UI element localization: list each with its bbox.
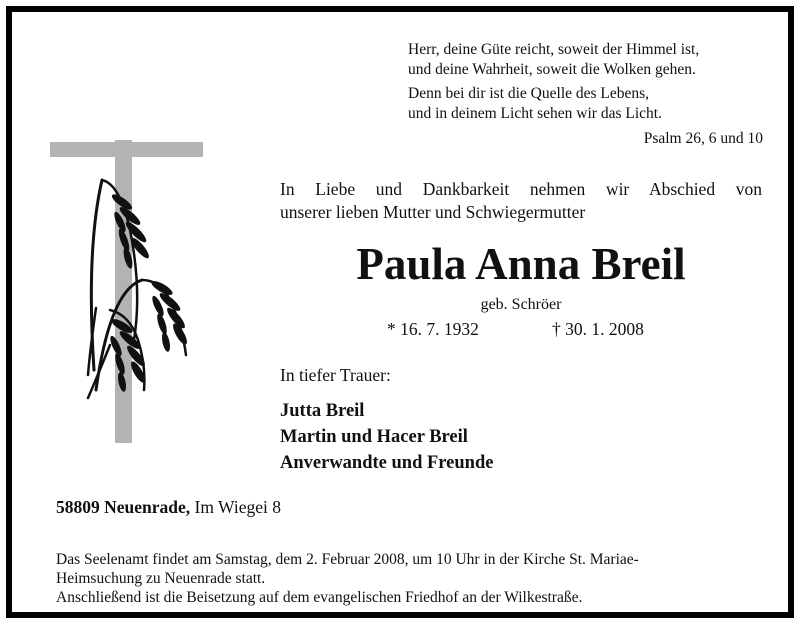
address-street: Im Wiegei 8 [194,497,281,517]
mourner-name: Jutta Breil [280,401,365,421]
mourner-name: Anverwandte und Freunde [280,453,494,473]
verse-line: und deine Wahrheit, soweit die Wolken gehen. [408,61,696,78]
mourning-label: In tiefer Trauer: [280,365,391,385]
wheat-icon [88,180,189,398]
birth-date: * 16. 7. 1932 [387,319,479,339]
address-city: 58809 Neuenrade, [56,497,191,517]
family-address [56,497,281,518]
cross-with-wheat-icon [50,140,210,445]
psalm-verse [408,40,763,149]
notice-line: Heimsuchung zu Neuenrade statt. [56,570,266,587]
death-date: † 30. 1. 2008 [552,319,644,339]
verse-line: Denn bei dir ist die Quelle des Lebens, [408,85,650,102]
verse-line: und in deinem Licht sehen wir das Licht. [408,105,662,122]
notice-line: Das Seelenamt findet am Samstag, dem 2. Februar 2008, um 10 Uhr in der Kirche St. Mariae- [56,551,639,568]
obituary-notice [6,6,794,618]
farewell-line: In Liebe und Dankbarkeit nehmen wir Abschied von [280,179,762,199]
farewell-text [280,178,762,224]
notice-line: Anschließend ist die Beisetzung auf dem evangelischen Friedhof an der Wilkestraße. [56,589,583,606]
farewell-line: unserer lieben Mutter und Schwiegermutter [280,202,586,222]
verse-line: Herr, deine Güte reicht, soweit der Himmel ist, [408,41,700,58]
deceased-name: Paula Anna Breil [356,239,686,289]
verse-reference: Psalm 26, 6 und 10 [643,130,763,147]
birth-name: geb. Schröer [480,296,562,313]
mourners-list [280,398,493,476]
mourner-name: Martin und Hacer Breil [280,427,468,447]
funeral-notice [56,550,768,607]
